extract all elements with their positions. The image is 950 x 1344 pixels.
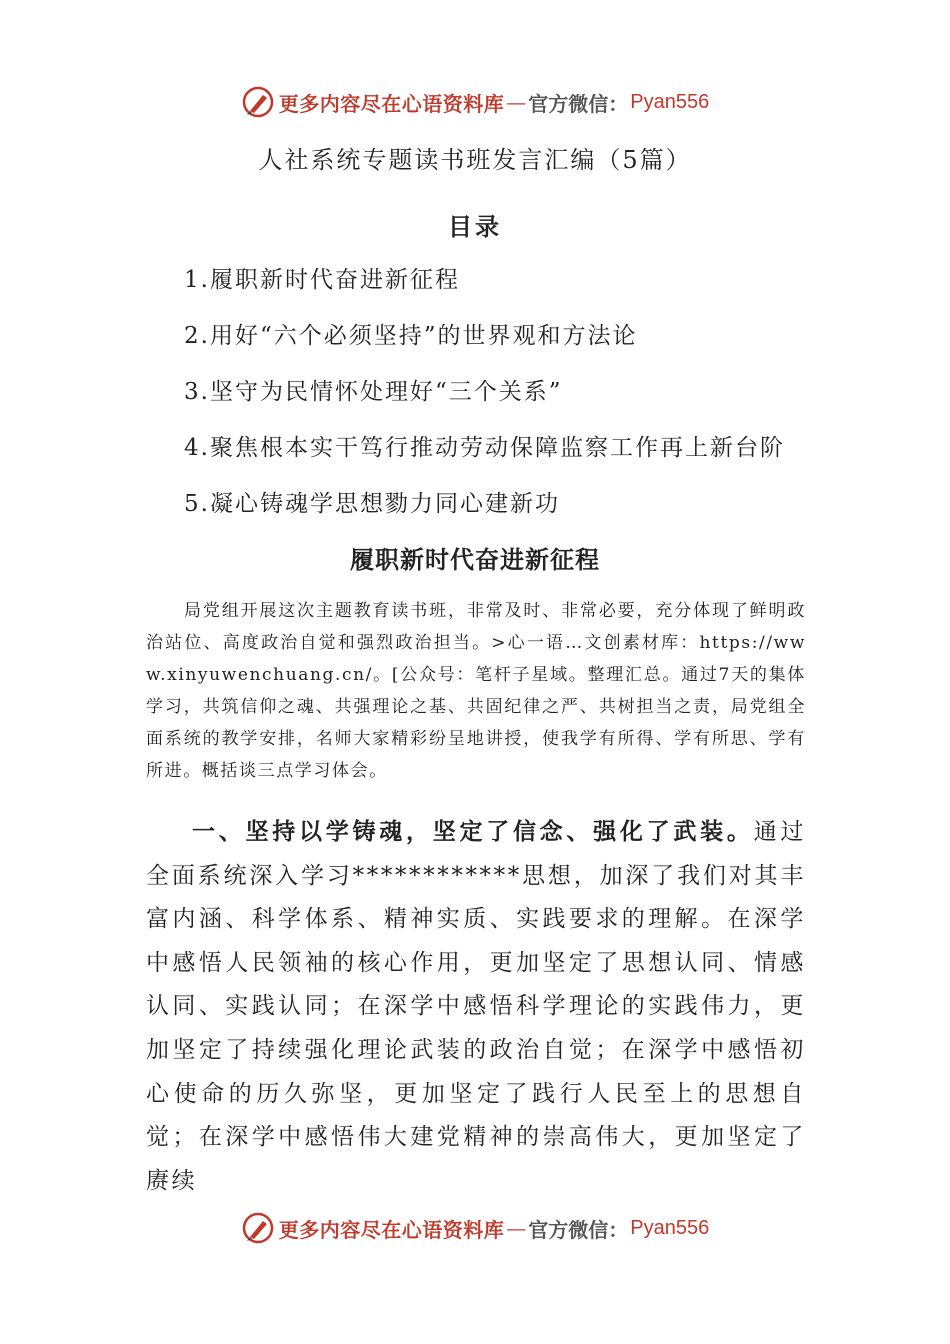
pen-nib-icon — [241, 1211, 275, 1245]
paragraph-lead: 一、坚持以学铸魂，坚定了信念、强化了武装。 — [192, 818, 754, 845]
paragraph-text: 通过全面系统深入学习************思想，加深了我们对其丰富内涵、科学体系、精神实质、实践要求的理解。在深学中感悟人民领袖的核心作用，更加坚定了思想认同、情感认同、实践认同；在深学中感悟科学理论的实践伟力，更加坚定了持续强化理论武装的政治自觉；在深学中感悟初心使命的历久弥坚，更加坚定了践行人民至上的思想自觉；在深学中感悟伟大建党精神的崇高伟大，更加坚定了赓续 — [146, 819, 807, 1194]
banner-main-text: 更多内容尽在心语资料库 — [278, 1217, 505, 1242]
header-banner — [0, 82, 950, 122]
toc-item: 5.凝心铸魂学思想勠力同心建新功 — [184, 491, 560, 517]
banner-wechat-id: Pyan556 — [630, 1216, 710, 1239]
toc-item: 3.坚守为民情怀处理好“三个关系” — [184, 379, 563, 405]
banner-main-text: 更多内容尽在心语资料库 — [278, 91, 505, 116]
body-paragraph — [146, 810, 806, 1203]
toc-item: 1.履职新时代奋进新征程 — [184, 267, 460, 293]
toc-item: 4.聚焦根本实干笃行推动劳动保障监察工作再上新台阶 — [184, 435, 785, 461]
banner-sub-text: 官方微信： — [528, 1217, 629, 1242]
pen-nib-icon — [241, 85, 275, 119]
banner-wechat-id: Pyan556 — [630, 90, 710, 113]
banner-sub-text: 官方微信： — [528, 91, 629, 116]
footer-banner — [0, 1208, 950, 1248]
intro-paragraph: 局党组开展这次主题教育读书班，非常及时、非常必要，充分体现了鲜明政治站位、高度政治自觉和强烈政治担当。>心一语…文创素材库：https://www.xinyuwenchuang.cn/。[公众号：笔杆子星域。整理汇总。通过7天的集体学习，共筑信仰之魂、共强理论之基、共固纪律之严、共树担当之责，局党组全面系统的教学安排，名师大家精彩纷呈地讲授，使我学有所得、学有所思、学有所进。概括谈三点学习体会。 — [146, 601, 806, 781]
toc-item: 2.用好“六个必须坚持”的世界观和方法论 — [184, 323, 638, 349]
banner-dash: — — [506, 90, 527, 114]
document-title: 人社系统专题读书班发言汇编（5篇） — [258, 146, 692, 174]
section-title: 履职新时代奋进新征程 — [350, 545, 600, 574]
toc-heading: 目录 — [448, 212, 502, 241]
table-of-contents — [184, 262, 884, 542]
banner-dash: — — [506, 1216, 527, 1240]
